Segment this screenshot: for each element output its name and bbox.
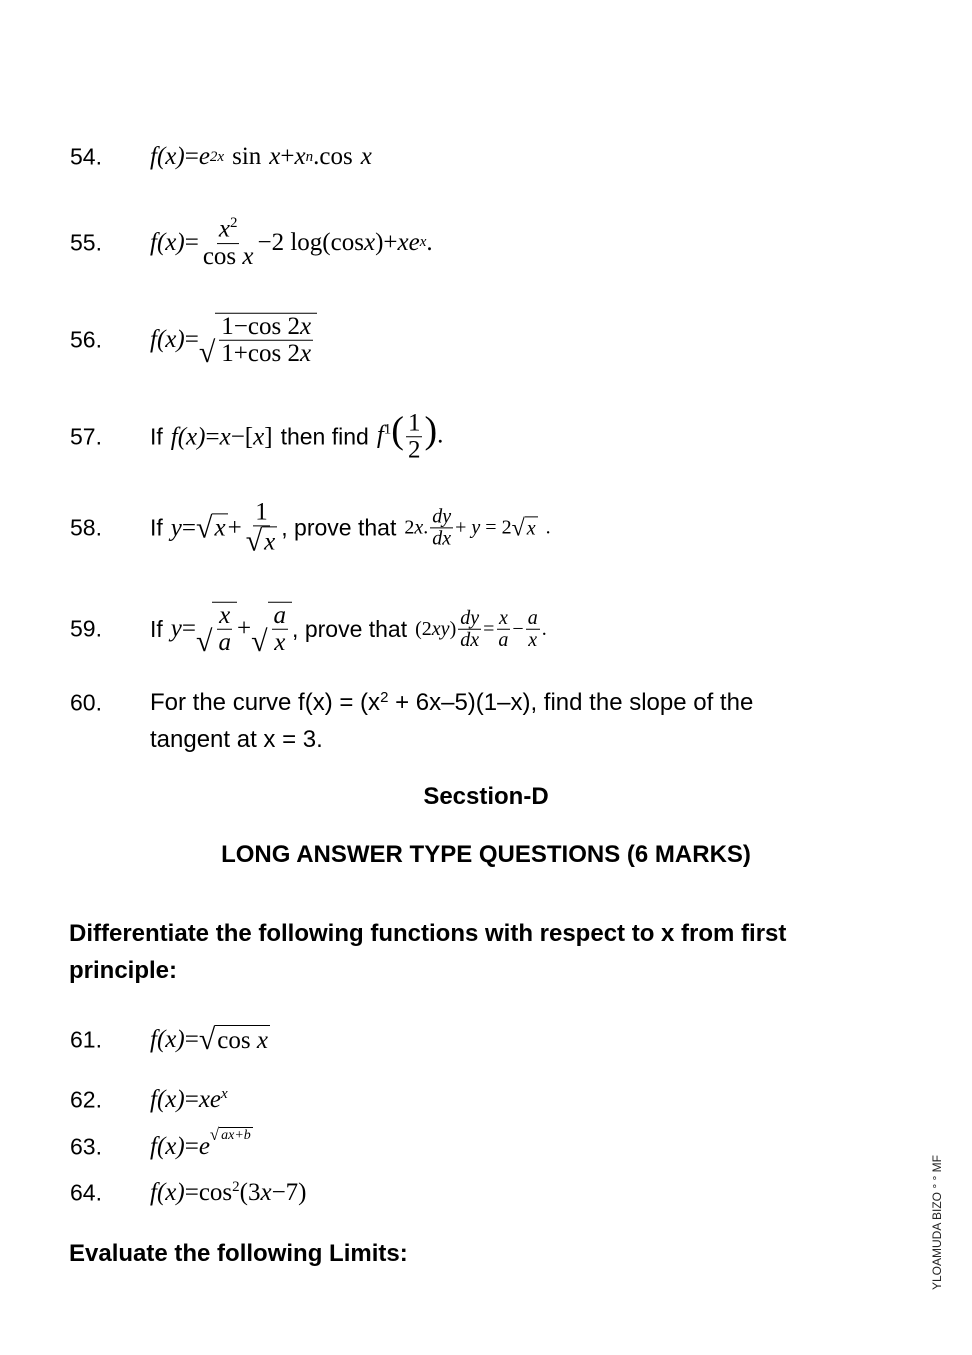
- exp: 2x: [209, 148, 225, 165]
- question-number: 60.: [70, 689, 102, 716]
- x: x: [260, 1179, 272, 1206]
- term: )+: [375, 228, 398, 256]
- formula: [150, 143, 372, 171]
- formula: [150, 216, 433, 270]
- x: x: [214, 514, 226, 542]
- formula: f (x) = e √ ax+b: [150, 1125, 251, 1160]
- x: x: [498, 606, 508, 629]
- question-text: tangent at x = 3.: [150, 726, 323, 753]
- section-title: Secstion-D: [423, 783, 549, 810]
- formula: [150, 1179, 307, 1207]
- x: x: [256, 1026, 268, 1054]
- formula: If f(x)=x−[x] then find $f^1$( $\frac{1}{2}$ ).: [150, 409, 444, 464]
- x: x: [219, 423, 231, 450]
- arg: (x): [156, 143, 185, 170]
- paren: ): [449, 617, 457, 640]
- den: 2: [407, 436, 421, 464]
- cos: cos: [217, 1026, 251, 1054]
- x: x: [294, 143, 306, 170]
- exp: 2: [232, 1179, 240, 1195]
- e: e: [198, 1133, 210, 1160]
- x: x: [274, 629, 286, 656]
- x: x: [360, 143, 372, 170]
- arg: (x): [156, 1026, 185, 1053]
- x: x: [264, 528, 276, 555]
- question-text: [150, 689, 753, 717]
- eq: =: [184, 143, 199, 170]
- exp: n: [305, 148, 314, 165]
- question-number: 63.: [70, 1133, 102, 1160]
- question-number: 54.: [70, 143, 102, 170]
- dot: .: [541, 617, 547, 640]
- prove-that: , prove that: [292, 615, 408, 642]
- eq: = 2: [480, 516, 512, 539]
- f: f: [150, 143, 157, 170]
- x: x: [363, 228, 376, 256]
- question-number: 58.: [70, 514, 102, 541]
- dy: dy: [460, 606, 480, 629]
- prove-that: , prove that: [281, 514, 397, 541]
- eq: =: [483, 617, 495, 640]
- plus: +: [236, 615, 252, 642]
- eq: =: [184, 326, 199, 353]
- exp: x: [419, 234, 427, 251]
- eq: =: [181, 615, 196, 642]
- exp: 2: [380, 689, 389, 706]
- dx: dx: [432, 527, 452, 550]
- exp: ax+b: [221, 1128, 251, 1143]
- x: x: [218, 215, 230, 243]
- x: x: [414, 516, 424, 539]
- question-number: 62.: [70, 1086, 102, 1113]
- arg: (x): [156, 228, 185, 256]
- plus: +: [227, 514, 242, 541]
- dx: dx: [460, 628, 480, 651]
- x: x: [269, 143, 281, 170]
- eq: =: [184, 1026, 199, 1053]
- question-number: 61.: [70, 1026, 102, 1053]
- question-number: 64.: [70, 1179, 102, 1206]
- arg: −7): [271, 1179, 307, 1206]
- sin: sin: [232, 143, 262, 170]
- f: f: [150, 1179, 157, 1206]
- x: x: [299, 312, 312, 340]
- cos: cos: [202, 242, 237, 270]
- a: a: [498, 628, 509, 651]
- xe: xe: [397, 228, 420, 256]
- dot: .: [437, 421, 444, 449]
- fraction: [201, 216, 256, 270]
- x: x: [242, 242, 254, 270]
- arg: (x): [156, 326, 185, 353]
- e: e: [198, 143, 210, 170]
- then-find: then find: [280, 423, 369, 450]
- num: 1−cos 2: [221, 312, 300, 340]
- bracket: ]: [264, 423, 273, 450]
- x: x: [219, 601, 231, 629]
- dot: .: [545, 516, 551, 539]
- question-number: 57.: [70, 423, 102, 450]
- text: For the curve f(x) = (x: [150, 689, 381, 716]
- dot: .: [423, 516, 429, 539]
- y: y: [170, 514, 182, 541]
- plus: +: [280, 143, 295, 170]
- y: y: [471, 516, 481, 539]
- question-number: 59.: [70, 615, 102, 642]
- limits-heading: Evaluate the following Limits:: [69, 1240, 408, 1267]
- num: 1: [255, 498, 268, 526]
- xe: xe: [198, 1086, 222, 1113]
- bracket: −[: [230, 423, 254, 450]
- arg: (x): [156, 1179, 185, 1206]
- f: f: [150, 1026, 157, 1053]
- den: 1+cos 2: [221, 340, 300, 367]
- xy: xy: [431, 617, 450, 640]
- eq: =: [205, 423, 220, 450]
- text: + 6x–5)(1–x), find the slope of the: [388, 689, 754, 716]
- eq: =: [181, 514, 196, 541]
- plus: +: [455, 516, 472, 539]
- num: 1: [407, 409, 421, 437]
- dy: dy: [432, 505, 452, 528]
- square-root: [199, 313, 317, 368]
- formula: [150, 1086, 228, 1114]
- f: f: [150, 326, 157, 353]
- question-number: 56.: [70, 326, 102, 353]
- eq: =: [184, 1086, 199, 1113]
- section-subtitle: LONG ANSWER TYPE QUESTIONS (6 MARKS): [221, 841, 751, 868]
- exp: x: [221, 1086, 228, 1102]
- a: a: [273, 601, 287, 629]
- x: x: [526, 517, 536, 539]
- if: If: [150, 514, 163, 541]
- arg: (x): [177, 423, 206, 450]
- instruction: Differentiate the following functions with respect to x from first principle:: [69, 920, 787, 984]
- y: y: [170, 615, 182, 642]
- a: a: [218, 629, 231, 656]
- x: x: [528, 628, 538, 651]
- arg: (x): [156, 1133, 185, 1160]
- f: f: [170, 423, 178, 450]
- arg: (x): [156, 1086, 185, 1113]
- watermark-stamp: YLOAMUDA BIZO ° ° MF: [930, 1155, 944, 1290]
- formula: If y = √ $\frac{x}{a}$ + √ $\frac{a}{x}$ , prove that (2 xy ) $\frac{dy}{dx}$ = $\frac{x}{a}$ − $\frac{a}{x}$ .: [150, 601, 547, 658]
- term: −2 log(cos: [257, 228, 364, 256]
- paren: (2: [415, 617, 432, 640]
- formula: f (x) = √ cos x: [150, 1023, 268, 1056]
- radical-sign: √: [198, 335, 216, 369]
- if: If: [150, 615, 163, 642]
- cos: .cos: [313, 143, 353, 170]
- x: x: [253, 423, 265, 450]
- formula: If y = √ x + 1 √ x , prove that 2 x . $\frac{dy}{dx}$ + y = 2 √ x .: [150, 498, 551, 558]
- a: a: [527, 606, 538, 629]
- formula: [150, 313, 317, 368]
- two: 2: [404, 516, 415, 539]
- exp: 2: [229, 215, 238, 232]
- x: x: [299, 340, 312, 367]
- dot: .: [426, 228, 433, 256]
- question-number: 55.: [70, 229, 102, 256]
- minus: −: [512, 617, 524, 640]
- eq: =: [184, 1179, 199, 1206]
- arg: (3: [239, 1179, 261, 1206]
- cos: cos: [198, 1179, 233, 1206]
- f: f: [376, 421, 384, 449]
- exp: 1: [383, 421, 392, 438]
- eq: =: [184, 228, 199, 256]
- f: f: [150, 1086, 157, 1113]
- eq: =: [184, 1133, 199, 1160]
- if: If: [150, 423, 163, 450]
- f: f: [150, 1133, 157, 1160]
- f: f: [150, 228, 157, 256]
